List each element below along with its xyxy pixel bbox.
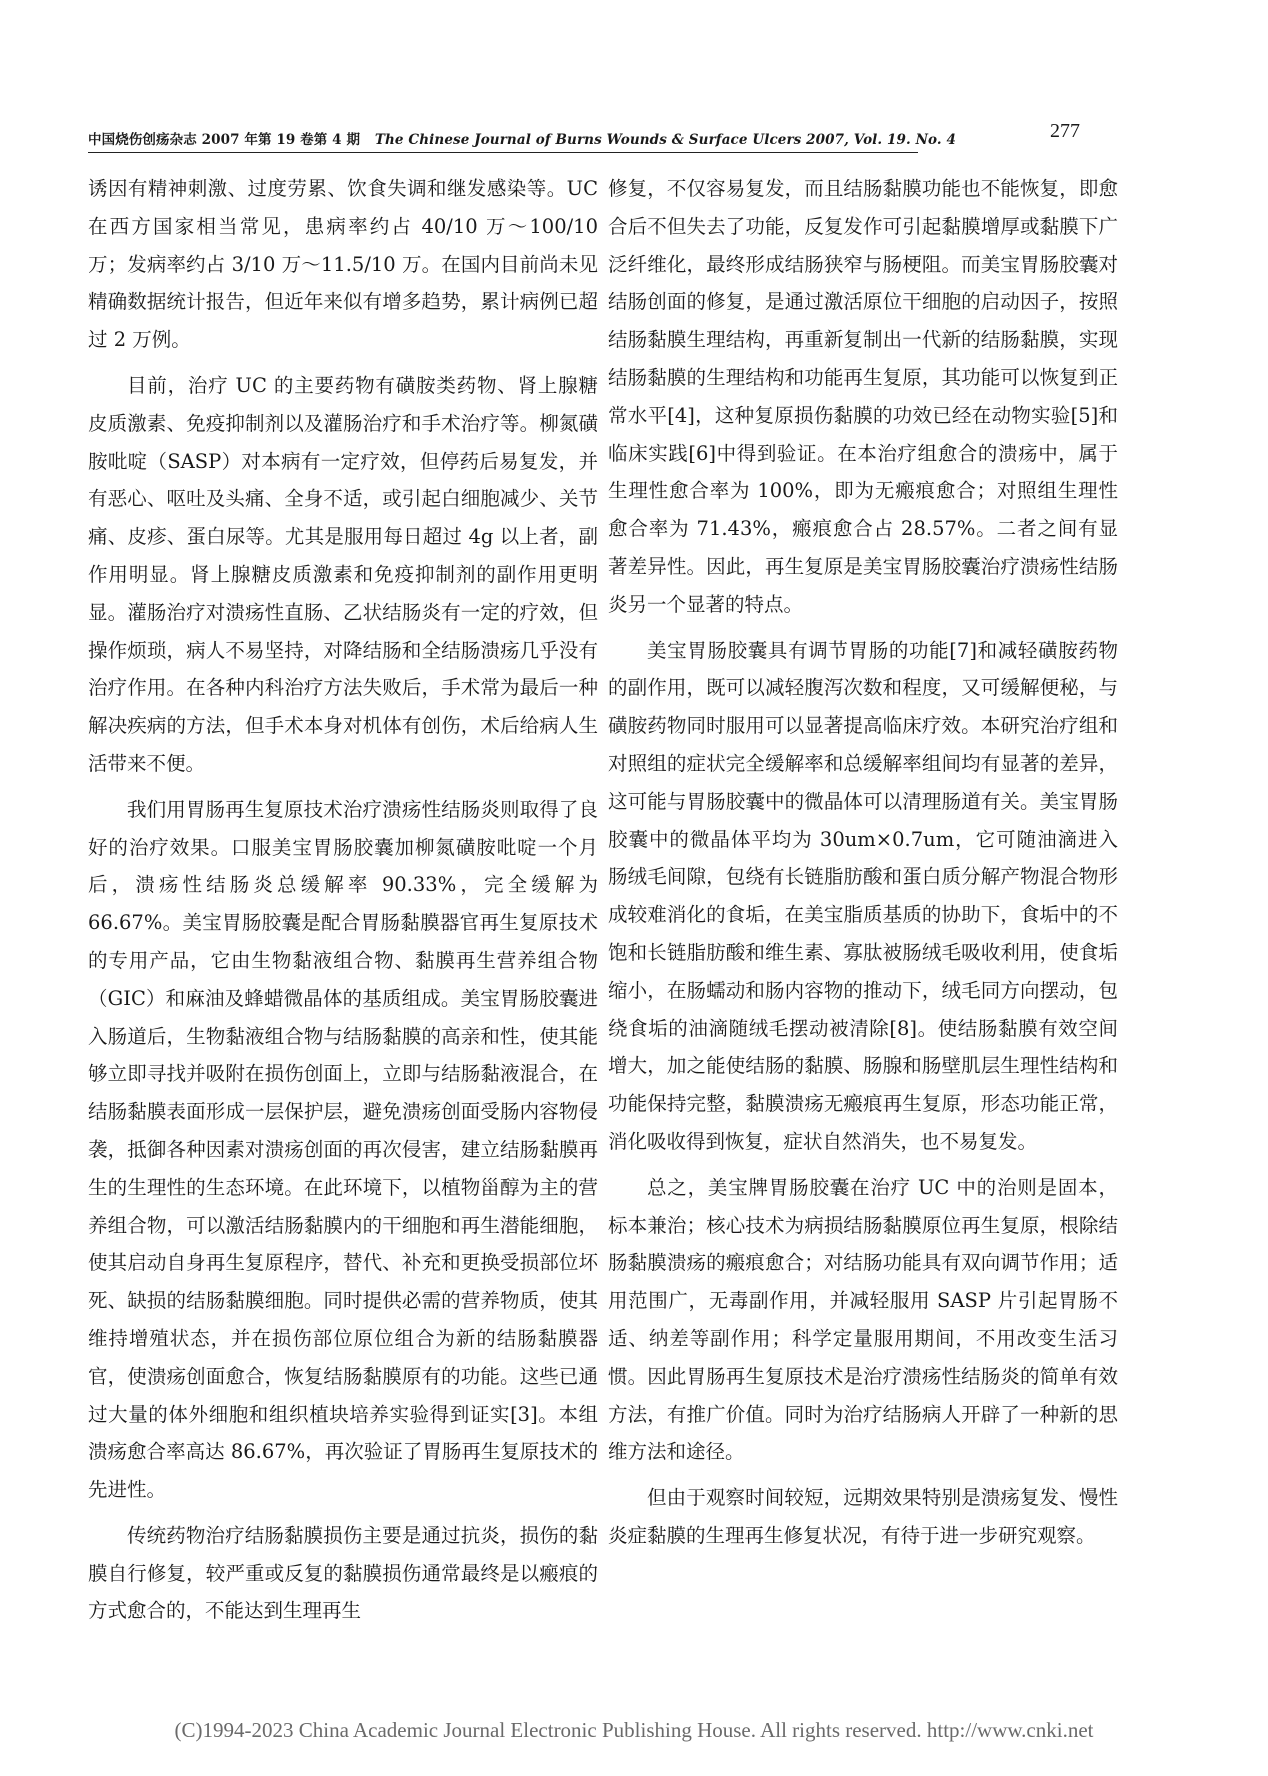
journal-title-cn: 中国烧伤创疡杂志 2007 年第 19 卷第 4 期	[88, 132, 361, 148]
paragraph: 修复，不仅容易复发，而且结肠黏膜功能也不能恢复，即愈合后不但失去了功能，反复发作可引起黏膜增厚或黏膜下广泛纤维化，最终形成结肠狭窄与肠梗阻。而美宝胃肠胶囊对结肠创面的修复，是通过激活原位干细胞的启动因子，按照结肠黏膜生理结构，再重新复制出一代新的结肠黏膜，实现结肠黏膜的生理结构和功能再生复原，其功能可以恢复到正常水平[4]，这种复原损伤黏膜的功效已经在动物实验[5]和临床实践[6]中得到验证。在本治疗组愈合的溃疡中，属于生理性愈合率为 100%，即为无瘢痕愈合；对照组生理性愈合率为 71.43%，瘢痕愈合占 28.57%。二者之间有显著差异性。因此，再生复原是美宝胃肠胶囊治疗溃疡性结肠炎另一个显著的特点。	[608, 177, 1118, 616]
paragraph: 美宝胃肠胶囊具有调节胃肠的功能[7]和减轻磺胺药物的副作用，既可以减轻腹泻次数和程度，又可缓解便秘，与磺胺药物同时服用可以显著提高临床疗效。本研究治疗组和对照组的症状完全缓解率和总缓解率组间均有显著的差异，这可能与胃肠胶囊中的微晶体可以清理肠道有关。美宝胃肠胶囊中的微晶体平均为 30um×0.7um，它可随油滴进入肠绒毛间隙，包绕有长链脂肪酸和蛋白质分解产物混合物形成较难消化的食垢，在美宝脂质基质的协助下，食垢中的不饱和长链脂肪酸和维生素、寡肽被肠绒毛吸收利用，使食垢缩小，在肠蠕动和肠内容物的推动下，绒毛同方向摆动，包绕食垢的油滴随绒毛摆动被清除[8]。使结肠黏膜有效空间增大，加之能使结肠的黏膜、肠腺和肠壁肌层生理性结构和功能保持完整，黏膜溃疡无瘢痕再生复原，形态功能正常，消化吸收得到恢复，症状自然消失，也不易复发。	[608, 638, 1118, 1153]
left-column	[88, 170, 598, 1638]
page-number: 277	[1050, 120, 1080, 142]
copyright-footer: (C)1994-2023 China Academic Journal Electronic Publishing House. All rights reserved. http://www.cnki.net	[174, 1718, 1094, 1742]
right-column	[608, 170, 1118, 1563]
paragraph: 诱因有精神刺激、过度劳累、饮食失调和继发感染等。UC 在西方国家相当常见，患病率约占 40/10 万～100/10 万；发病率约占 3/10 万～11.5/10 万。在国内目前尚未见精确数据统计报告，但近年来似有增多趋势，累计病例已超过 2 万例。	[88, 177, 598, 352]
journal-title-en: The Chinese Journal of Burns Wounds & Surface Ulcers 2007, Vol. 19. No. 4	[374, 132, 956, 148]
paragraph: 但由于观察时间较短，远期效果特别是溃疡复发、慢性炎症黏膜的生理再生修复状况，有待于进一步研究观察。	[608, 1486, 1118, 1547]
paragraph: 总之，美宝牌胃肠胶囊在治疗 UC 中的治则是固本，标本兼治；核心技术为病损结肠黏膜原位再生复原，根除结肠黏膜溃疡的瘢痕愈合；对结肠功能具有双向调节作用；适用范围广，无毒副作用，并减轻服用 SASP 片引起胃肠不适、纳差等副作用；科学定量服用期间，不用改变生活习惯。因此胃肠再生复原技术是治疗溃疡性结肠炎的简单有效方法，有推广价值。同时为治疗结肠病人开辟了一种新的思维方法和途径。	[608, 1175, 1118, 1464]
paragraph: 传统药物治疗结肠黏膜损伤主要是通过抗炎，损伤的黏膜自行修复，较严重或反复的黏膜损伤通常最终是以瘢痕的方式愈合的，不能达到生理再生	[88, 1523, 598, 1623]
paragraph: 我们用胃肠再生复原技术治疗溃疡性结肠炎则取得了良好的治疗效果。口服美宝胃肠胶囊加柳氮磺胺吡啶一个月后，溃疡性结肠炎总缓解率 90.33%，完全缓解为 66.67%。美宝胃肠胶囊是配合胃肠黏膜器官再生复原技术的专用产品，它由生物黏液组合物、黏膜再生营养组合物（GIC）和麻油及蜂蜡微晶体的基质组成。美宝胃肠胶囊进入肠道后，生物黏液组合物与结肠黏膜的高亲和性，使其能够立即寻找并吸附在损伤创面上，立即与结肠黏液混合，在结肠黏膜表面形成一层保护层，避免溃疡创面受肠内容物侵袭，抵御各种因素对溃疡创面的再次侵害，建立结肠黏膜再生的生理性的生态环境。在此环境下，以植物甾醇为主的营养组合物，可以激活结肠黏膜内的干细胞和再生潜能细胞，使其启动自身再生复原程序，替代、补充和更换受损部位坏死、缺损的结肠黏膜细胞。同时提供必需的营养物质，使其维持增殖状态，并在损伤部位原位组合为新的结肠黏膜器官，使溃疡创面愈合，恢复结肠黏膜原有的功能。这些已通过大量的体外细胞和组织植块培养实验得到证实[3]。本组溃疡愈合率高达 86.67%，再次验证了胃肠再生复原技术的先进性。	[88, 797, 598, 1502]
paragraph: 目前，治疗 UC 的主要药物有磺胺类药物、肾上腺糖皮质激素、免疫抑制剂以及灌肠治疗和手术治疗等。柳氮磺胺吡啶（SASP）对本病有一定疗效，但停药后易复发，并有恶心、呕吐及头痛、全身不适，或引起白细胞减少、关节痛、皮疹、蛋白尿等。尤其是服用每日超过 4g 以上者，副作用明显。肾上腺糖皮质激素和免疫抑制剂的副作用更明显。灌肠治疗对溃疡性直肠、乙状结肠炎有一定的疗效，但操作烦琐，病人不易坚持，对降结肠和全结肠溃疡几乎没有治疗作用。在各种内科治疗方法失败后，手术常为最后一种解决疾病的方法，但手术本身对机体有创伤，术后给病人生活带来不便。	[88, 373, 598, 775]
running-header	[88, 128, 956, 153]
